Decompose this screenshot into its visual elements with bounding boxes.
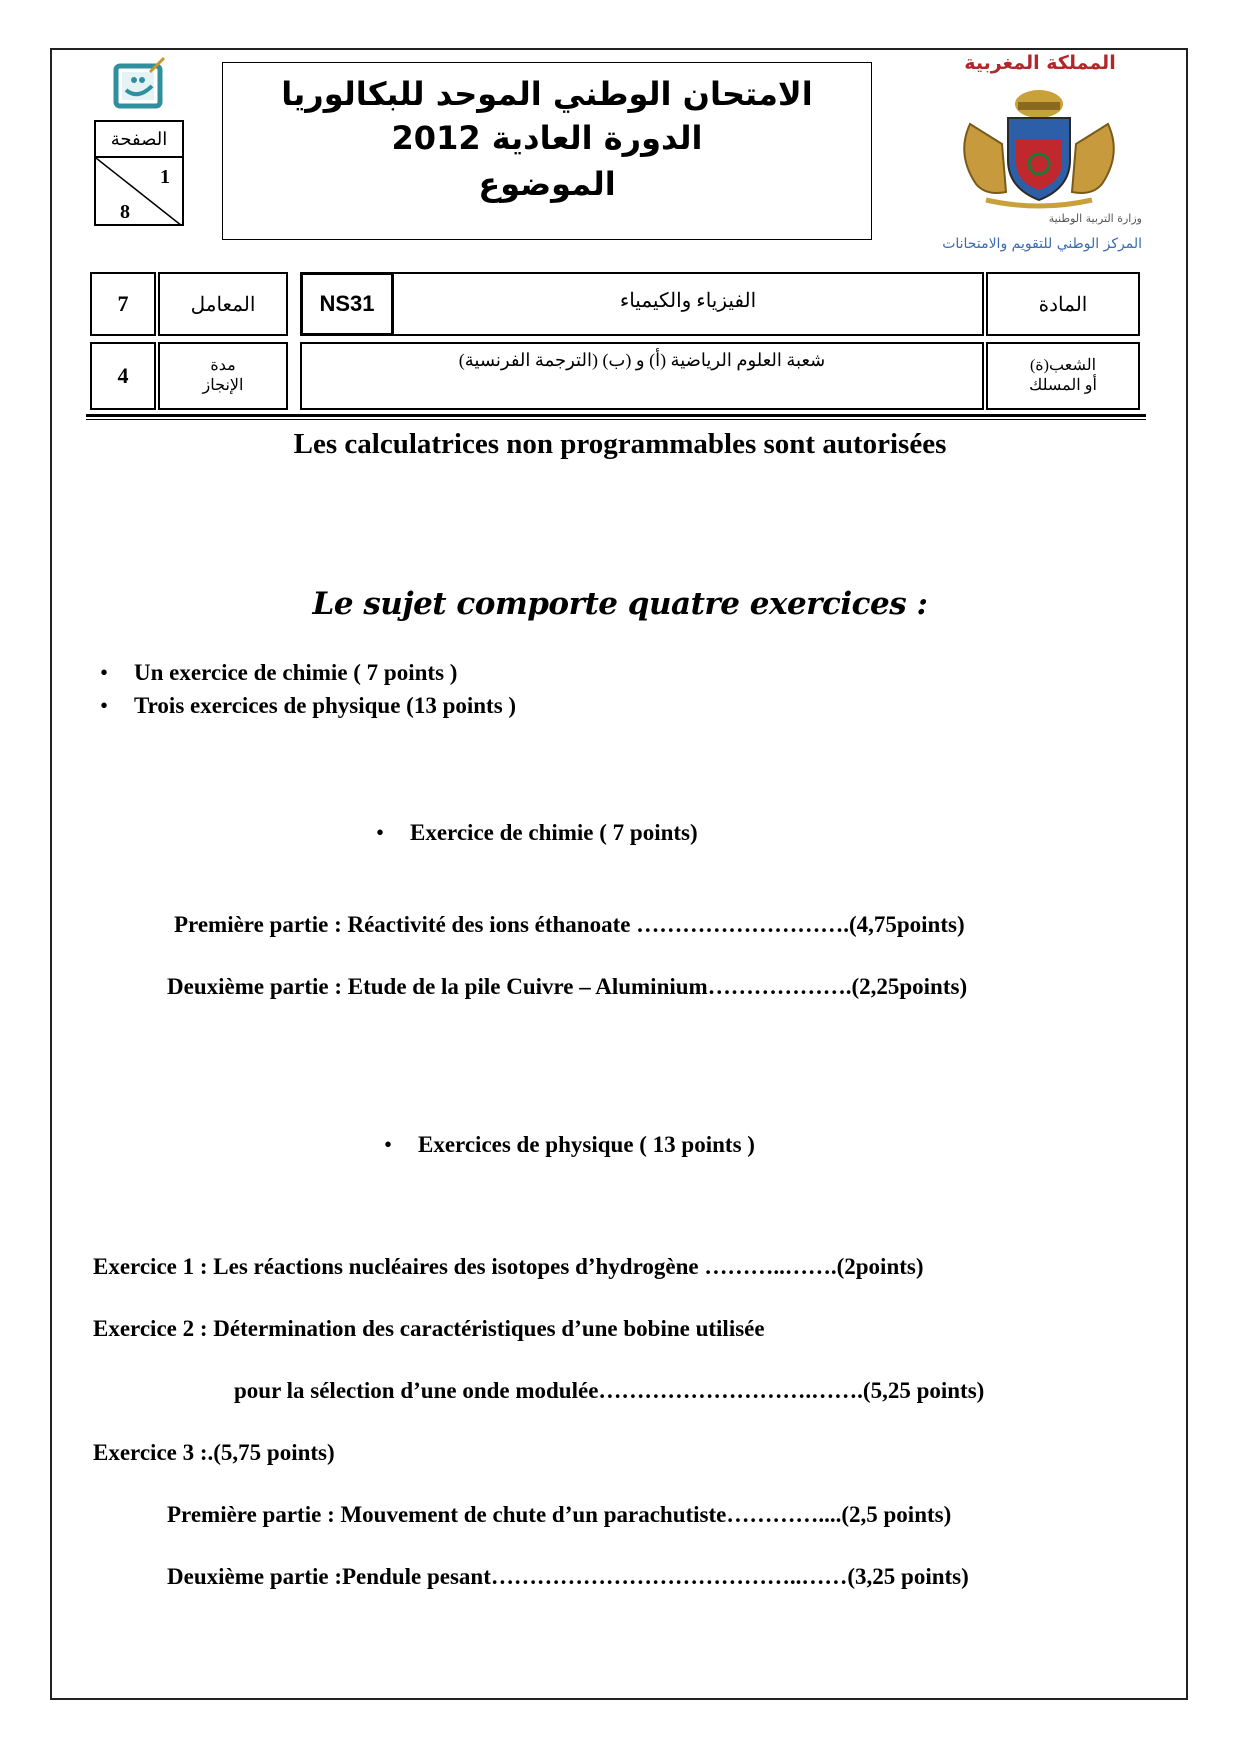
subject-code: NS31 [300, 272, 394, 336]
exam-session: الدورة العادية 2012 [391, 119, 703, 157]
page-label: الصفحة [96, 122, 182, 158]
page-total: 8 [120, 201, 130, 223]
exercise-2-line2: pour la sélection d’une onde modulée……………………….…….(5,25 points) [234, 1378, 985, 1403]
chemistry-part-1: Première partie : Réactivité des ions éthanoate ……………………….(4,75points) [174, 912, 965, 937]
exam-title: الامتحان الوطني الموحد للبكالوريا [281, 75, 813, 113]
coat-of-arms-icon [946, 84, 1132, 212]
calculator-note: Les calculatrices non programmables sont autorisées [293, 428, 947, 460]
coefficient-label: المعامل [158, 272, 288, 336]
branch-label [986, 342, 1140, 410]
branch-value: شعبة العلوم الرياضية (أ) و (ب) (الترجمة الفرنسية) [300, 342, 984, 410]
header-divider [86, 414, 1146, 417]
summary-item-chemistry: • Un exercice de chimie ( 7 points ) [134, 660, 457, 686]
duration-value: 4 [90, 342, 156, 410]
exercise-2-line1: Exercice 2 : Détermination des caractéristiques d’une bobine utilisée [93, 1316, 765, 1341]
exercise-3-part-2: Deuxième partie :Pendule pesant…………………………………..……(3,25 points) [167, 1564, 969, 1589]
branch-label-line2: أو المسلك [1029, 377, 1097, 394]
exercise-3: Exercice 3 :.(5,75 points) [93, 1440, 335, 1465]
exercise-3-part-1: Première partie : Mouvement de chute d’un parachutiste…………....(2,5 points) [167, 1502, 952, 1527]
duration-label-line1: مدة [210, 357, 236, 374]
exam-title-box [222, 62, 872, 240]
cnem-logo-icon [112, 56, 168, 112]
duration-label [158, 342, 288, 410]
kingdom-name: المملكة المغربية [964, 52, 1116, 74]
page-current: 1 [160, 166, 170, 188]
exercise-1: Exercice 1 : Les réactions nucléaires des isotopes d’hydrogène ………..…….(2points) [93, 1254, 924, 1279]
exam-subject-label: الموضوع [478, 165, 616, 203]
header-divider-thin [86, 419, 1146, 420]
page-number-box [94, 120, 184, 226]
physics-heading: • Exercices de physique ( 13 points ) [418, 1132, 755, 1158]
evaluation-center-name: المركز الوطني للتقويم والامتحانات [942, 236, 1142, 252]
coefficient-value: 7 [90, 272, 156, 336]
subject-value: الفيزياء والكيمياء [392, 272, 984, 336]
chemistry-heading: • Exercice de chimie ( 7 points) [410, 820, 698, 846]
subject-label: المادة [986, 272, 1140, 336]
chemistry-part-2: Deuxième partie : Etude de la pile Cuivre – Aluminium……………….(2,25points) [167, 974, 968, 999]
ministry-name: وزارة التربية الوطنية [1048, 212, 1142, 225]
sujet-heading: Le sujet comporte quatre exercices : [312, 586, 928, 622]
summary-item-physics: • Trois exercices de physique (13 points ) [134, 693, 516, 719]
duration-label-line2: الإنجاز [202, 377, 244, 394]
branch-label-line1: الشعب(ة) [1029, 357, 1097, 374]
